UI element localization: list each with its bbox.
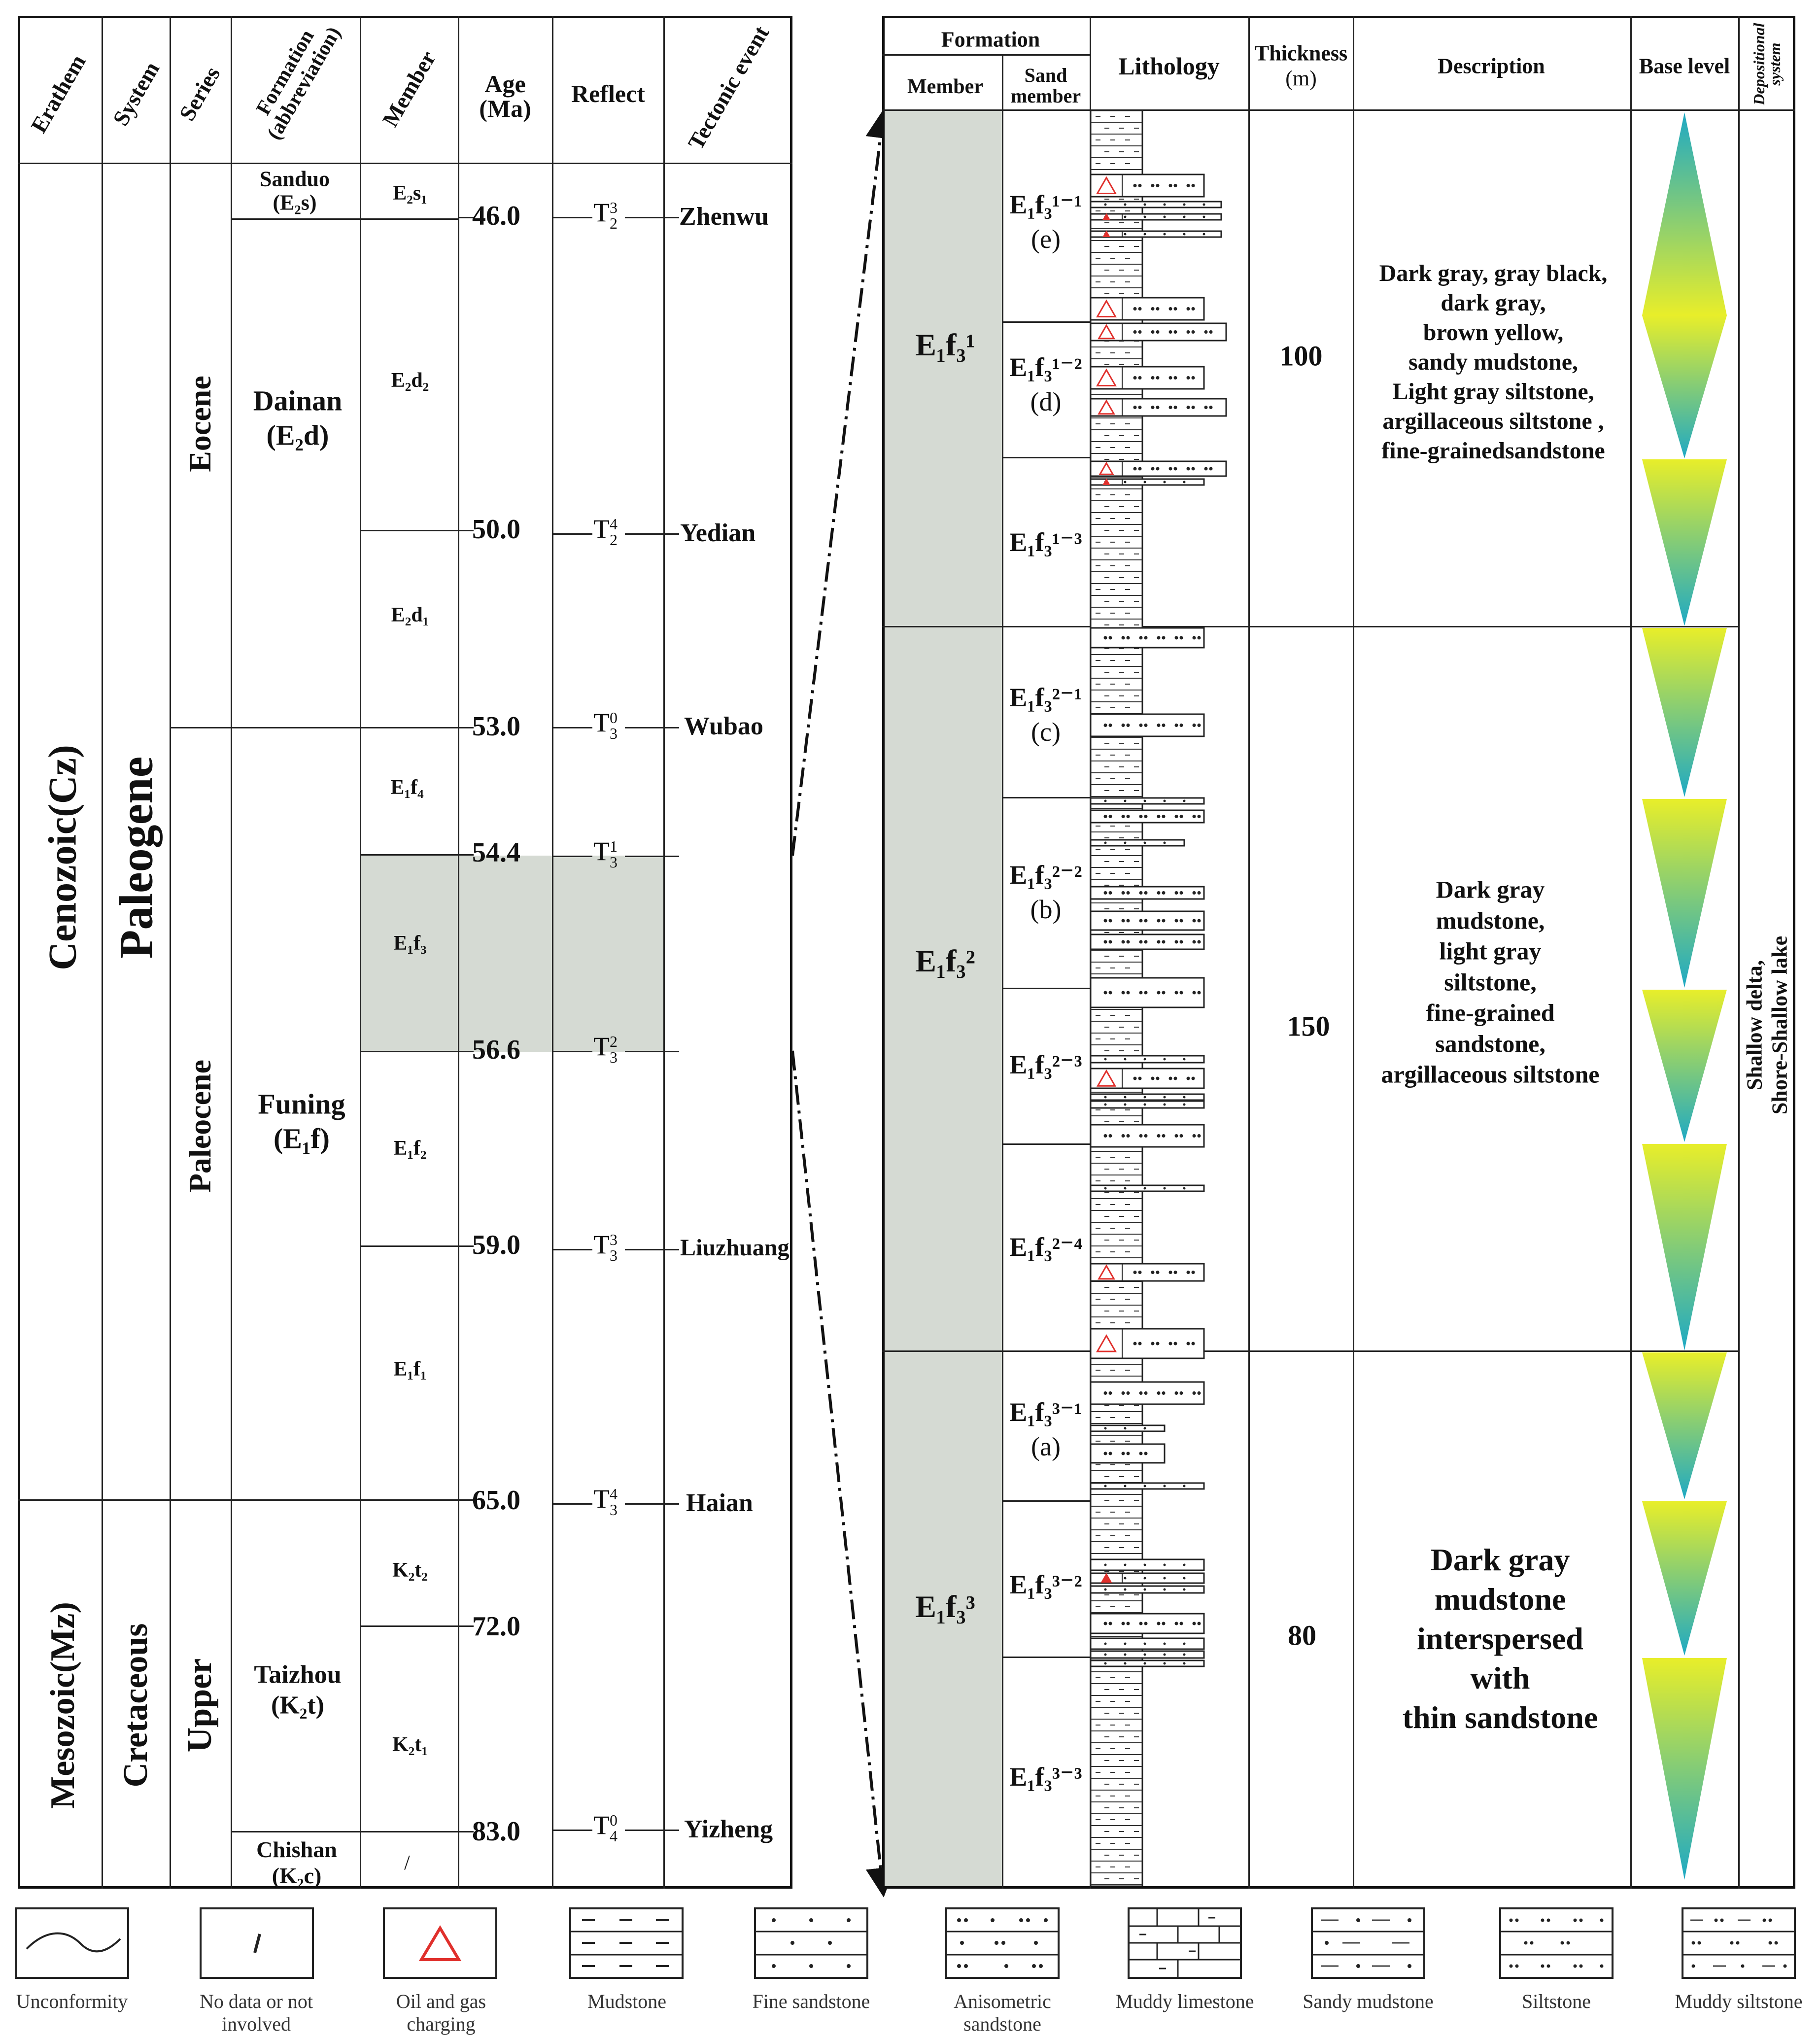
- zoom-connector: [789, 99, 897, 1922]
- sand-1-2: E₁f₃¹⁻² (d): [1009, 352, 1082, 416]
- cycle-fall-9: [1642, 1658, 1727, 1880]
- age-50: 50.0: [472, 514, 520, 545]
- cycle-fall-1: [1642, 315, 1727, 458]
- description-3: Dark gray mudstone interspersed with thin sandstone: [1402, 1542, 1598, 1735]
- erathem-cenozoic: Cenozoic(Cz): [41, 745, 85, 970]
- member-e1f3-3: E₁f₃³: [915, 1589, 975, 1624]
- cycle-fall-5: [1642, 990, 1727, 1142]
- legend-label-mudstone: Mudstone: [587, 1990, 666, 2012]
- reflect-t42: T 4 2: [593, 514, 618, 549]
- erathem-mesozoic: Mesozoic(Mz): [44, 1602, 82, 1809]
- sand-3-1: E₁f₃³⁻¹ (a): [1009, 1397, 1082, 1461]
- header-thickness: Thickness (m): [1254, 41, 1348, 90]
- legend-no-data-icon: [200, 1907, 314, 1979]
- cycle-fall-6: [1642, 1144, 1727, 1350]
- age-83: 83.0: [472, 1816, 520, 1847]
- lithology-column: [1091, 110, 1247, 1886]
- header-system: System: [107, 57, 165, 130]
- description-1: Dark gray, gray black, dark gray, brown yellow, sandy mudstone, Light gray siltstone, argillaceous siltstone , fine-grainedsandstone: [1379, 260, 1608, 464]
- series-upper: Upper: [181, 1658, 219, 1753]
- member-e2d2: E₂d₂: [391, 369, 429, 392]
- header-lithology: Lithology: [1118, 52, 1220, 80]
- system-cretaceous: Cretaceous: [117, 1623, 155, 1788]
- legend-oil-icon: [383, 1907, 497, 1979]
- sand-2-1: E₁f₃²⁻¹ (c): [1009, 682, 1082, 747]
- cycle-fall-3: [1642, 628, 1727, 797]
- header-member-r: Member: [907, 75, 983, 98]
- header-member: Member: [377, 46, 441, 131]
- reflect-t23: T 2 3: [593, 1032, 618, 1066]
- event-wubao: Wubao: [684, 712, 763, 740]
- sand-2-3: E₁f₃²⁻³: [1009, 1049, 1082, 1079]
- legend-label-unconformity: Unconformity: [16, 1990, 128, 2012]
- legend-label-fine-sandstone: Fine sandstone: [752, 1990, 870, 2012]
- age-53: 53.0: [472, 711, 520, 742]
- series-paleocene: Paleocene: [182, 1059, 217, 1193]
- reflect-t13: T 1 3: [593, 836, 618, 871]
- member-e1f3: E₁f₃: [393, 932, 427, 955]
- depositional-system: Shallow delta, Shore-Shallow lake: [1742, 935, 1791, 1115]
- legend-label-muddy-siltstone: Muddy siltstone: [1675, 1990, 1803, 2012]
- member-e2d1: E₂d₁: [391, 604, 429, 626]
- member-e1f4: E₁f₄: [390, 776, 424, 799]
- reflect-t33: T 3 3: [593, 1230, 618, 1264]
- sand-2-4: E₁f₃²⁻⁴: [1009, 1232, 1082, 1262]
- system-paleogene: Paleogene: [109, 756, 163, 959]
- formation-sanduo: Sanduo (E₂s): [260, 167, 330, 215]
- legend-label-siltstone: Siltstone: [1521, 1990, 1591, 2012]
- header-formation-r: Formation: [941, 27, 1040, 52]
- legend-label-sandy-mudstone: Sandy mudstone: [1303, 1990, 1434, 2012]
- legend-sandy-mudstone-icon: [1311, 1907, 1425, 1979]
- header-depositional: Depositional system: [1750, 23, 1784, 105]
- reflect-t43: T 4 3: [593, 1484, 618, 1519]
- header-base-level: Base level: [1639, 54, 1730, 78]
- legend-anisometric-sandstone-icon: [945, 1907, 1060, 1979]
- member-e1f3-1: E₁f₃¹: [915, 327, 975, 362]
- header-description: Description: [1438, 54, 1545, 78]
- sand-3-2: E₁f₃³⁻²: [1009, 1569, 1082, 1599]
- formation-dainan: Dainan (E₂d): [253, 384, 343, 451]
- formation-funing: Funing (E₁f): [258, 1088, 345, 1154]
- reflect-t03: T 0 3: [593, 708, 618, 742]
- sand-1-1: E₁f₃¹⁻¹ (e): [1009, 189, 1082, 254]
- reflect-t04: T 0 4: [593, 1810, 618, 1845]
- legend-mudstone-icon: [569, 1907, 684, 1979]
- event-liuzhuang: Liuzhuang: [680, 1235, 790, 1261]
- age-65: 65.0: [472, 1485, 520, 1516]
- age-54-4: 54.4: [472, 837, 520, 868]
- series-eocene: Eocene: [182, 376, 217, 472]
- legend-muddy-limestone-icon: [1128, 1907, 1242, 1979]
- member-k2t1: K₂t₁: [392, 1733, 428, 1756]
- description-2: Dark gray mudstone, light gray siltstone, fine-grained sandstone, argillaceous siltstone: [1381, 875, 1600, 1088]
- cycle-fall-7: [1642, 1352, 1727, 1499]
- header-sand-member: Sand member: [1010, 64, 1081, 107]
- cycle-fall-8: [1642, 1501, 1727, 1656]
- member-e2s1: E₂s₁: [393, 182, 427, 205]
- header-erathem: Erathem: [26, 50, 91, 137]
- member-no-data: /: [404, 1852, 410, 1874]
- event-yizheng: Yizheng: [684, 1815, 773, 1843]
- sand-3-3: E₁f₃³⁻³: [1009, 1762, 1082, 1792]
- sand-2-2: E₁f₃²⁻² (b): [1009, 860, 1082, 924]
- legend-unconformity-icon: [15, 1907, 129, 1979]
- header-tectonic-event: Tectonic event: [683, 21, 774, 154]
- thickness-80: 80: [1288, 1619, 1316, 1652]
- member-k2t2: K₂t₂: [392, 1559, 428, 1582]
- header-formation: Formation (abbreviation): [252, 23, 345, 144]
- cycle-rise-1: [1642, 112, 1727, 315]
- cycle-fall-2: [1642, 459, 1727, 626]
- thickness-100: 100: [1279, 340, 1323, 372]
- event-zhenwu: Zhenwu: [679, 203, 769, 231]
- event-haian: Haian: [686, 1489, 753, 1517]
- legend-siltstone-icon: [1499, 1907, 1614, 1979]
- legend-label-oil: Oil and gas charging: [396, 1990, 486, 2035]
- legend-label-anisometric: Anisometric sandstone: [954, 1990, 1051, 2035]
- member-e1f2: E₁f₂: [393, 1137, 427, 1160]
- base-level-cycles: [1631, 110, 1738, 1886]
- formation-taizhou: Taizhou (K₂t): [254, 1660, 342, 1720]
- formation-chishan: Chishan (K₂c): [256, 1837, 337, 1888]
- header-age: Age (Ma): [479, 70, 531, 122]
- age-46: 46.0: [472, 201, 520, 231]
- thickness-150: 150: [1287, 1010, 1330, 1042]
- member-e1f3-2: E₁f₃²: [915, 943, 975, 978]
- event-yedian: Yedian: [680, 519, 756, 547]
- age-56-6: 56.6: [472, 1035, 520, 1065]
- header-reflect: Reflect: [571, 80, 645, 107]
- header-series: Series: [174, 62, 225, 125]
- member-e1f1: E₁f₁: [393, 1358, 427, 1381]
- age-59: 59.0: [472, 1230, 520, 1260]
- legend-label-no-data: No data or not involved: [200, 1990, 313, 2035]
- age-72: 72.0: [472, 1611, 520, 1642]
- legend-fine-sandstone-icon: [754, 1907, 868, 1979]
- reflect-t32: T 3 2: [593, 198, 618, 232]
- legend-label-muddy-limestone: Muddy limestone: [1115, 1990, 1254, 2012]
- sand-1-3: E₁f₃¹⁻³: [1009, 527, 1082, 557]
- legend-muddy-siltstone-icon: [1682, 1907, 1796, 1979]
- cycle-fall-4: [1642, 799, 1727, 988]
